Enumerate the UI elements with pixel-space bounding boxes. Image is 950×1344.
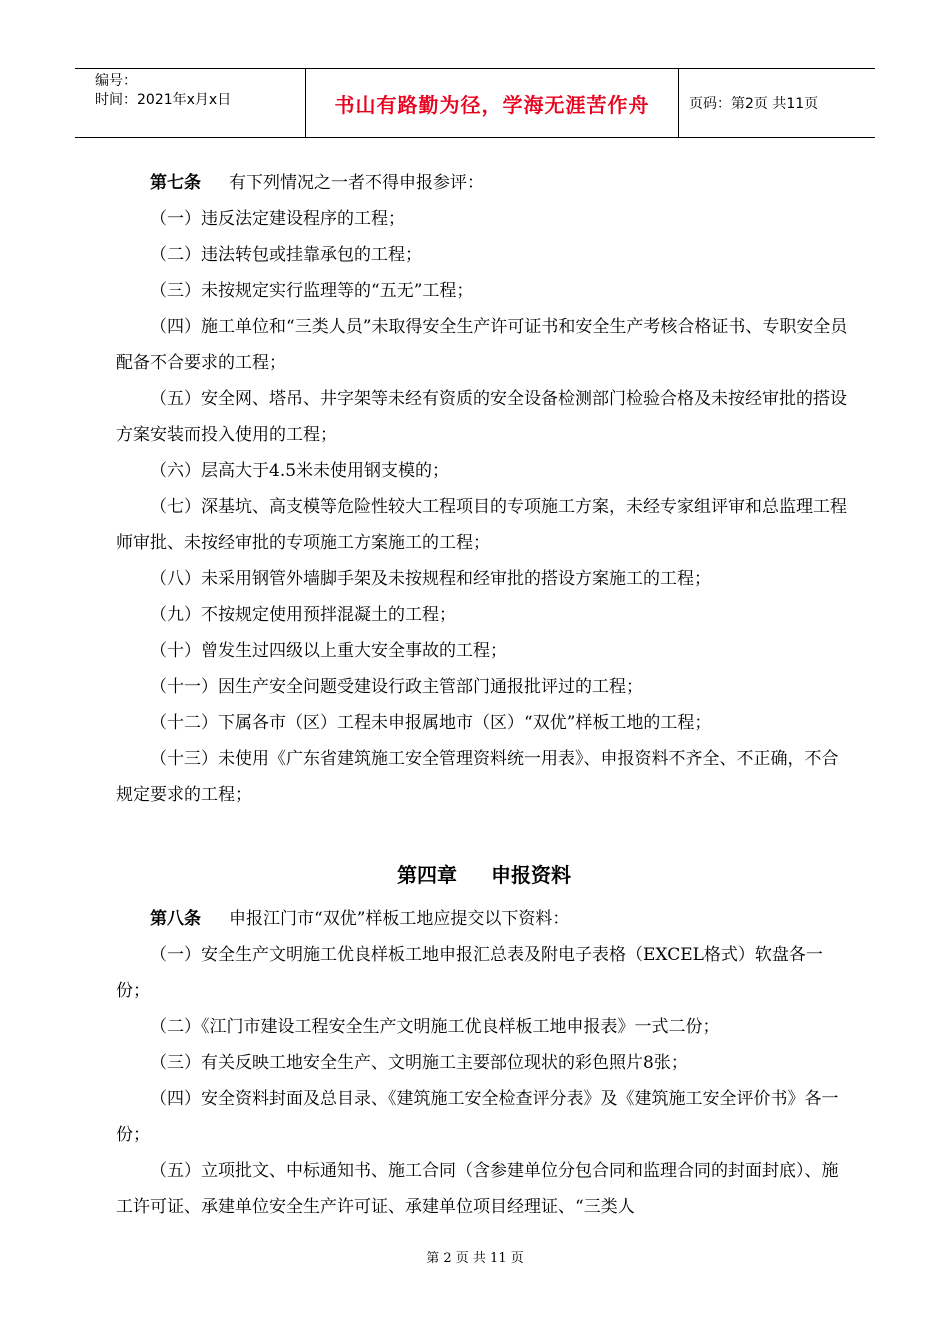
article-8-item: （五）立项批文、中标通知书、施工合同（含参建单位分包合同和监理合同的封面封底）、施工许可证、承建单位安全生产许可证、承建单位项目经理证、“三类人 bbox=[116, 1161, 839, 1217]
chapter-number: 第四章 bbox=[397, 863, 457, 887]
article-7-item: （十三）未使用《广东省建筑施工安全管理资料统一用表》、申报资料不齐全、不正确，不合规定要求的工程； bbox=[116, 749, 839, 805]
article-8-item: （二）《江门市建设工程安全生产文明施工优良样板工地申报表》一式二份； bbox=[150, 1017, 720, 1037]
article-8-heading bbox=[116, 901, 852, 937]
article-7-item: （六）层高大于4.5米未使用钢支模的； bbox=[150, 461, 450, 481]
article-7-item: （十二）下属各市（区）工程未申报属地市（区）“双优”样板工地的工程； bbox=[150, 713, 712, 733]
article-8-item: （一）安全生产文明施工优良样板工地申报汇总表及附电子表格（EXCEL格式）软盘各一份； bbox=[116, 945, 823, 1001]
article-8-intro: 申报江门市“双优”样板工地应提交以下资料： bbox=[229, 909, 570, 929]
article-7-item: （一）违反法定建设程序的工程； bbox=[150, 209, 405, 229]
chapter-heading bbox=[116, 857, 852, 893]
page-footer: 第 2 页 共 11 页 bbox=[426, 1251, 524, 1266]
time-label: 时间：2021年x月x日 bbox=[95, 92, 232, 108]
page-header bbox=[75, 68, 875, 138]
header-page-cell bbox=[679, 69, 818, 137]
serial-label: 编号： bbox=[95, 73, 137, 89]
article-7-item: （七）深基坑、高支模等危险性较大工程项目的专项施工方案，未经专家组评审和总监理工程师审批、未按经审批的专项施工方案施工的工程； bbox=[116, 497, 847, 553]
article-7-intro: 有下列情况之一者不得申报参评： bbox=[229, 173, 484, 193]
article-7-item: （十）曾发生过四级以上重大安全事故的工程； bbox=[150, 641, 507, 661]
article-7-item: （二）违法转包或挂靠承包的工程； bbox=[150, 245, 422, 265]
document-body bbox=[116, 165, 852, 1225]
article-7-item: （五）安全网、塔吊、井字架等未经有资质的安全设备检测部门检验合格及未按经审批的搭设方案安装而投入使用的工程； bbox=[116, 389, 847, 445]
article-7-title: 第七条 bbox=[150, 173, 201, 193]
article-7-item: （三）未按规定实行监理等的“五无”工程； bbox=[150, 281, 474, 301]
article-7-item: （八）未采用钢管外墙脚手架及未按规程和经审批的搭设方案施工的工程； bbox=[150, 569, 711, 589]
page-label: 页码：第2页 共11页 bbox=[689, 96, 819, 112]
article-8-item: （四）安全资料封面及总目录、《建筑施工安全检查评分表》及《建筑施工安全评价书》各一份； bbox=[116, 1089, 839, 1145]
chapter-title: 申报资料 bbox=[491, 863, 571, 887]
motto: 书山有路勤为径，学海无涯苦作舟 bbox=[334, 92, 650, 117]
header-meta bbox=[75, 69, 305, 137]
header-motto-cell bbox=[305, 69, 679, 137]
article-8-item: （三）有关反映工地安全生产、文明施工主要部位现状的彩色照片8张； bbox=[150, 1053, 688, 1073]
article-7-heading bbox=[116, 165, 852, 201]
article-7-item: （四）施工单位和“三类人员”未取得安全生产许可证书和安全生产考核合格证书、专职安全员配备不合要求的工程； bbox=[116, 317, 848, 373]
article-8-title: 第八条 bbox=[150, 909, 201, 929]
article-7-item: （九）不按规定使用预拌混凝土的工程； bbox=[150, 605, 456, 625]
article-7-item: （十一）因生产安全问题受建设行政主管部门通报批评过的工程； bbox=[150, 677, 643, 697]
